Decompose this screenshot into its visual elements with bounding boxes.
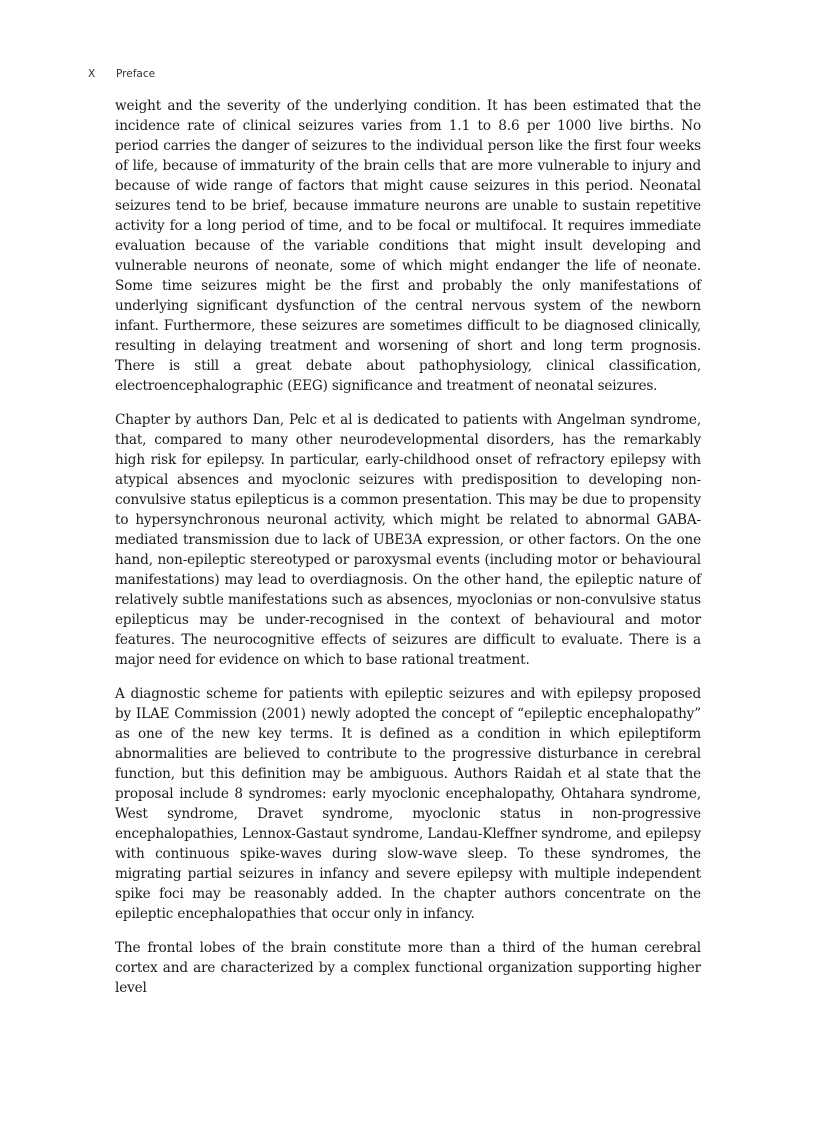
paragraph: The frontal lobes of the brain constitute more than a third of the human cerebral cortex and are characterized by a complex functional organization supporting higher level [115, 940, 701, 996]
section-title: Preface [116, 68, 156, 80]
page-number: X [88, 68, 96, 80]
running-header [88, 68, 155, 80]
paragraph: weight and the severity of the underlying condition. It has been estimated that the incidence rate of clinical seizures varies from 1.1 to 8.6 per 1000 live births. No period carries the danger of seizures to the individual person like the first four weeks of life, because of immaturity of the brain cells that are more vulnerable to injury and because of wide range of factors that might cause seizures in this period. Neonatal seizures tend to be brief, because immature neurons are unable to sustain repetitive activity for a long period of time, and to be focal or multifocal. It requires immediate evaluation because of the variable conditions that might insult developing and vulnerable neurons of neonate, some of which might endanger the life of neonate. Some time seizures might be the first and probably the only manifestations of underlying significant dysfunction of the central nervous system of the newborn infant. Furthermore, these seizures are sometimes difficult to be diagnosed clinically, resulting in delaying treatment and worsening of short and long term prognosis. There is still a great debate about pathophysiology, clinical classification, electroencephalographic (EEG) significance and treatment of neonatal seizures. [115, 98, 701, 394]
body-text [115, 96, 701, 1012]
paragraph: A diagnostic scheme for patients with epileptic seizures and with epilepsy proposed by ILAE Commission (2001) newly adopted the concept of “epileptic encephalopathy” as one of the new key terms. It is defined as a condition in which epileptiform abnormalities are believed to contribute to the progressive disturbance in cerebral function, but this definition may be ambiguous. Authors Raidah et al state that the proposal include 8 syndromes: early myoclonic encephalopathy, Ohtahara syndrome, West syndrome, Dravet syndrome, myoclonic status in non-progressive encephalopathies, Lennox-Gastaut syndrome, Landau-Kleffner syndrome, and epilepsy with continuous spike-waves during slow-wave sleep. To these syndromes, the migrating partial seizures in infancy and severe epilepsy with multiple independent spike foci may be reasonably added. In the chapter authors concentrate on the epileptic encephalopathies that occur only in infancy. [115, 686, 702, 922]
paragraph: Chapter by authors Dan, Pelc et al is dedicated to patients with Angelman syndrome, that, compared to many other neurodevelopmental disorders, has the remarkably high risk for epilepsy. In particular, early-childhood onset of refractory epilepsy with atypical absences and myoclonic seizures with predisposition to developing non-convulsive status epilepticus is a common presentation. This may be due to propensity to hypersynchronous neuronal activity, which might be related to abnormal GABA-mediated transmission due to lack of UBE3A expression, or other factors. On the one hand, non-epileptic stereotyped or paroxysmal events (including motor or behavioural manifestations) may lead to overdiagnosis. On the other hand, the epileptic nature of relatively subtle manifestations such as absences, myoclonias or non-convulsive status epilepticus may be under-recognised in the context of behavioural and motor features. The neurocognitive effects of seizures are difficult to evaluate. There is a major need for evidence on which to base rational treatment. [115, 412, 701, 668]
